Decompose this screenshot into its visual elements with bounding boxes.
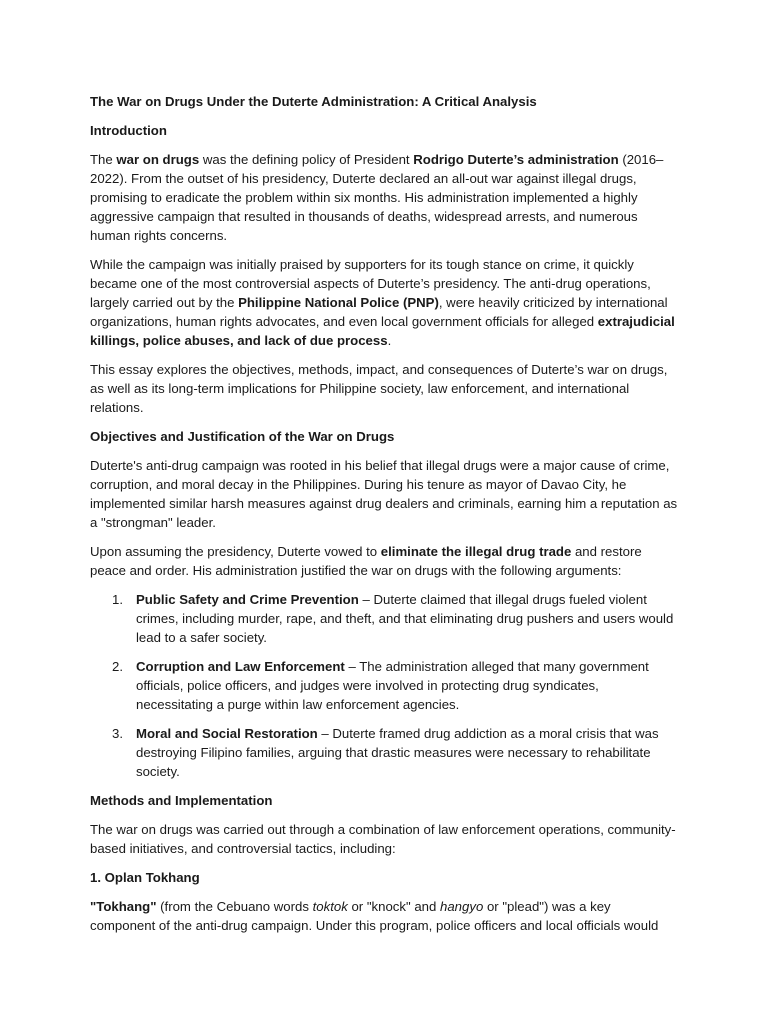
bold-text-run: Rodrigo Duterte’s administration <box>413 152 619 167</box>
list-number: 3. <box>112 726 123 741</box>
paragraph-objectives-2 <box>90 542 678 580</box>
paragraph-intro-1 <box>90 150 678 245</box>
bold-text-run: eliminate the illegal drug trade <box>380 544 572 559</box>
paragraph-intro-2 <box>90 255 678 350</box>
list-item-text: – The administration alleged that many government officials, police officers, and judges were involved in protecting drug syndicates, necessitating a purge within law enforcement agencies. <box>136 659 649 712</box>
text-run: , were heavily criticized by international organizations, human rights advocates, and even local government officials for alleged <box>90 295 668 329</box>
list-item-title: Moral and Social Restoration <box>136 726 318 741</box>
document-title: The War on Drugs Under the Duterte Administration: A Critical Analysis <box>90 94 537 109</box>
list-number: 2. <box>112 659 123 674</box>
paragraph-intro-3: This essay explores the objectives, methods, impact, and consequences of Duterte’s war on drugs, as well as its long-term implications for Philippine society, law enforcement, and international relations. <box>90 362 668 415</box>
text-run: or "knock" and <box>347 899 441 914</box>
text-run: Upon assuming the presidency, Duterte vowed to <box>90 544 381 559</box>
heading-introduction: Introduction <box>90 123 167 138</box>
heading-methods: Methods and Implementation <box>90 793 273 808</box>
paragraph-objectives-1: Duterte's anti-drug campaign was rooted in his belief that illegal drugs were a major cause of crime, corruption, and moral decay in the Philippines. During his tenure as mayor of Davao City, he implemented similar harsh measures against drug dealers and criminals, earning him a reputation as a "strongman" leader. <box>90 458 678 530</box>
list-item-title: Corruption and Law Enforcement <box>136 659 345 674</box>
text-run: and restore peace and order. His administration justified the war on drugs with the following arguments: <box>90 544 642 578</box>
bold-text-run: extrajudicial killings, police abuses, and lack of due process <box>90 314 675 348</box>
italic-text-run: hangyo <box>440 899 484 914</box>
paragraph-tokhang <box>90 897 678 935</box>
italic-text-run: toktok <box>312 899 348 914</box>
text-run: The <box>90 152 117 167</box>
list-item <box>90 657 678 714</box>
text-run: (2016–2022). From the outset of his presidency, Duterte declared an all-out war against illegal drugs, promising to eradicate the problem within six months. His administration implemented a highly aggressive campaign that resulted in thousands of deaths, widespread arrests, and numerous human rights concerns. <box>90 152 664 243</box>
heading-oplan-tokhang: 1. Oplan Tokhang <box>90 870 200 885</box>
text-run: While the campaign was initially praised by supporters for its tough stance on crime, it quickly became one of the most controversial aspects of Duterte’s presidency. The anti-drug operations, largely carried out by the <box>90 257 651 310</box>
list-number: 1. <box>112 592 123 607</box>
text-run: or "plead") was a key component of the anti-drug campaign. Under this program, police officers and local officials would <box>90 899 659 933</box>
list-item <box>90 724 678 781</box>
text-run: (from the Cebuano words <box>156 899 313 914</box>
list-item-text: – Duterte framed drug addiction as a moral crisis that was destroying Filipino families, arguing that drastic measures were necessary to rehabilitate society. <box>136 726 659 779</box>
list-item-text: – Duterte claimed that illegal drugs fueled violent crimes, including murder, rape, and theft, and that eliminating drug pushers and users would lead to a safer society. <box>136 592 674 645</box>
arguments-list <box>90 590 678 781</box>
bold-text-run: war on drugs <box>116 152 200 167</box>
heading-objectives: Objectives and Justification of the War on Drugs <box>90 429 395 444</box>
bold-text-run: "Tokhang" <box>90 899 157 914</box>
list-item-title: Public Safety and Crime Prevention <box>136 592 359 607</box>
paragraph-methods-1: The war on drugs was carried out through a combination of law enforcement operations, community-based initiatives, and controversial tactics, including: <box>90 822 676 856</box>
bold-text-run: Philippine National Police (PNP) <box>238 295 439 310</box>
text-run: . <box>387 333 392 348</box>
text-run: was the defining policy of President <box>199 152 414 167</box>
list-item <box>90 590 678 647</box>
